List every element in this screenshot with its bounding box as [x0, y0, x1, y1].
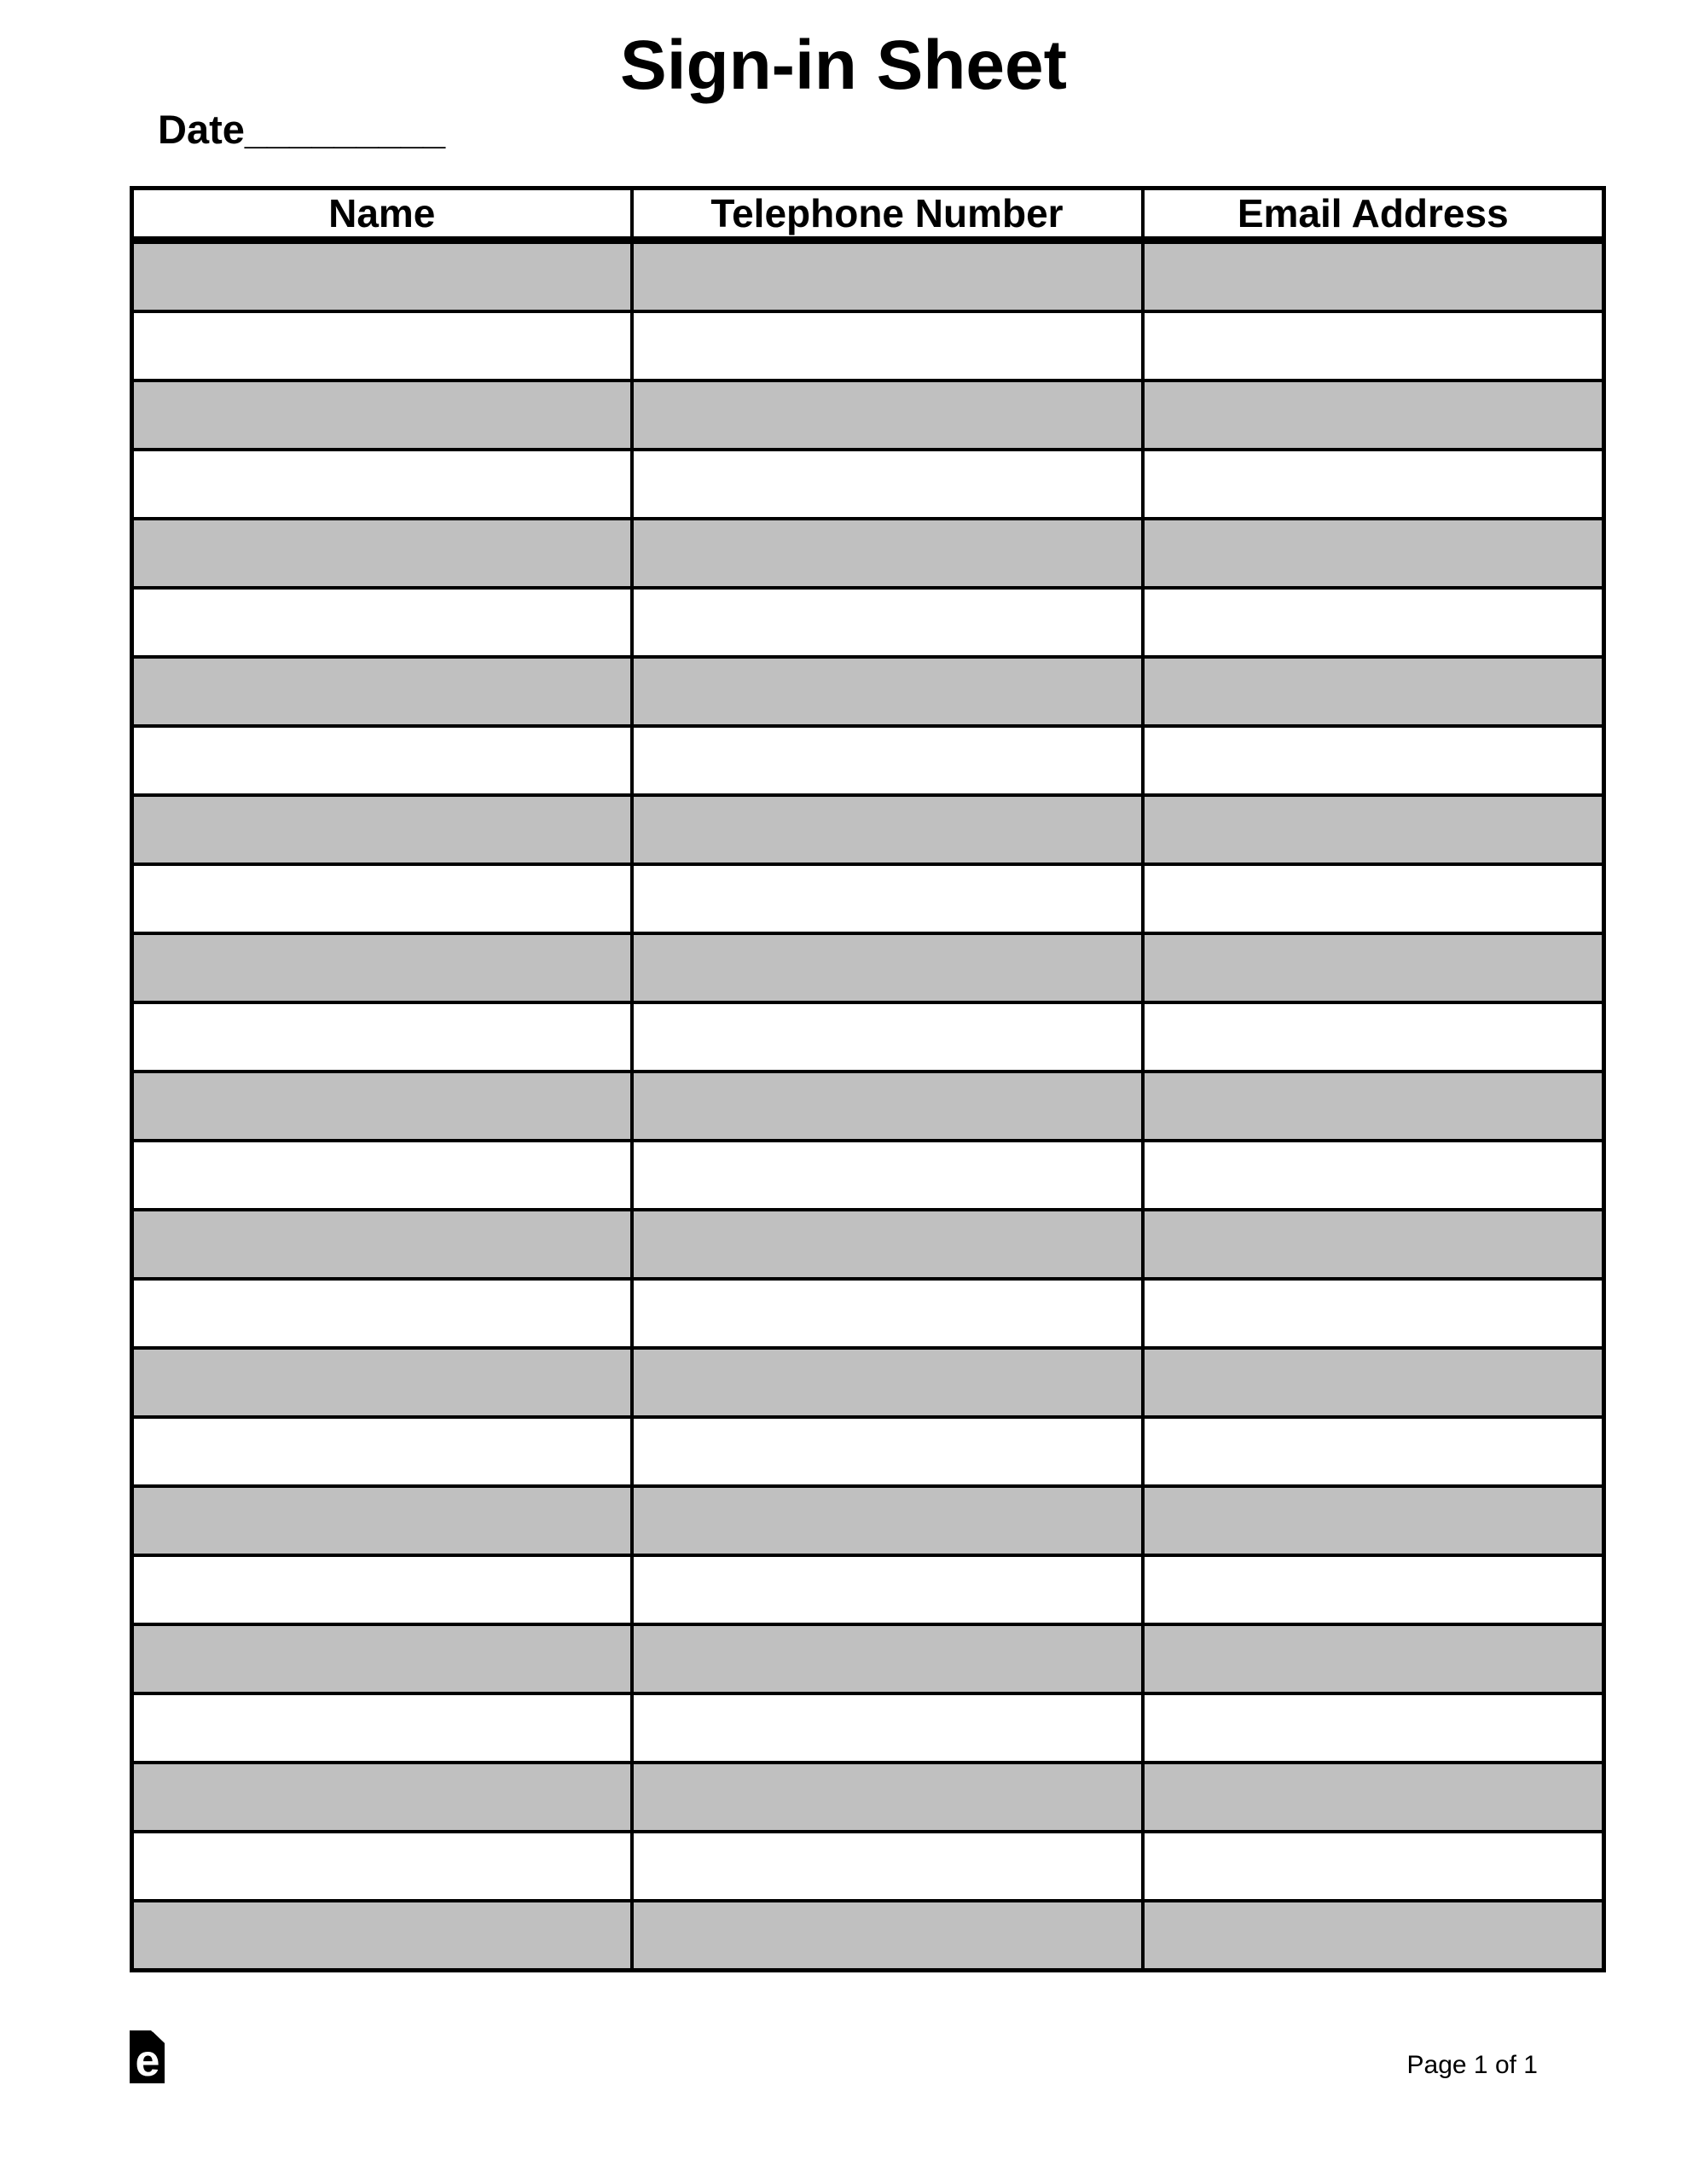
table-cell [1143, 1832, 1604, 1901]
table-cell [132, 1348, 632, 1417]
table-cell [1143, 1348, 1604, 1417]
table-row [132, 1901, 1604, 1971]
table-cell [632, 241, 1143, 312]
table-cell [632, 1210, 1143, 1279]
table-row [132, 241, 1604, 312]
table-cell [132, 657, 632, 726]
table-cell [1143, 1072, 1604, 1141]
table-cell [1143, 933, 1604, 1002]
table-cell [1143, 1763, 1604, 1832]
table-row [132, 1279, 1604, 1348]
table-cell [1143, 450, 1604, 519]
table-cell [132, 380, 632, 450]
table-cell [132, 241, 632, 312]
table-cell [632, 1693, 1143, 1763]
table-row [132, 1486, 1604, 1555]
table-row [132, 380, 1604, 450]
table-cell [632, 1763, 1143, 1832]
table-row [132, 726, 1604, 795]
table-cell [132, 1763, 632, 1832]
table-row [132, 1417, 1604, 1486]
table-cell [632, 1901, 1143, 1971]
table-cell [1143, 1002, 1604, 1072]
table-cell [632, 1486, 1143, 1555]
table-row [132, 450, 1604, 519]
table-row [132, 588, 1604, 657]
table-cell [632, 380, 1143, 450]
table-row [132, 933, 1604, 1002]
table-cell [1143, 1555, 1604, 1624]
table-cell [1143, 380, 1604, 450]
table-cell [132, 311, 632, 380]
table-cell [132, 1002, 632, 1072]
table-cell [1143, 657, 1604, 726]
table-cell [632, 311, 1143, 380]
table-cell [132, 864, 632, 933]
table-row [132, 1763, 1604, 1832]
column-header-telephone: Telephone Number [632, 189, 1143, 241]
table-cell [632, 1555, 1143, 1624]
table-cell [132, 1417, 632, 1486]
table-cell [632, 1279, 1143, 1348]
column-header-email: Email Address [1143, 189, 1604, 241]
table-cell [632, 1002, 1143, 1072]
column-header-name: Name [132, 189, 632, 241]
table-cell [132, 1210, 632, 1279]
table-cell [632, 588, 1143, 657]
table-cell [1143, 726, 1604, 795]
table-cell [1143, 241, 1604, 312]
table-cell [1143, 864, 1604, 933]
table-cell [1143, 795, 1604, 864]
logo-letter: e [135, 2036, 160, 2083]
table-cell [632, 657, 1143, 726]
table-row [132, 311, 1604, 380]
table-row [132, 1555, 1604, 1624]
table-cell [632, 726, 1143, 795]
page-number: Page 1 of 1 [1406, 2051, 1538, 2079]
date-blank-line: _________ [244, 107, 446, 152]
table-cell [632, 450, 1143, 519]
table-cell [1143, 1486, 1604, 1555]
table-cell [632, 1417, 1143, 1486]
table-cell [1143, 1901, 1604, 1971]
table-cell [632, 1832, 1143, 1901]
table-cell [632, 795, 1143, 864]
table-row [132, 864, 1604, 933]
table-row [132, 1210, 1604, 1279]
sign-in-table [130, 186, 1606, 1972]
table-cell [132, 519, 632, 588]
table-cell [132, 726, 632, 795]
table-row [132, 1141, 1604, 1210]
table-row [132, 1832, 1604, 1901]
eforms-logo-icon [130, 2030, 165, 2083]
table-cell [1143, 1279, 1604, 1348]
table-cell [132, 1072, 632, 1141]
table-cell [132, 933, 632, 1002]
table-cell [132, 795, 632, 864]
table-cell [1143, 1417, 1604, 1486]
table-cell [1143, 1210, 1604, 1279]
table-cell [132, 1555, 632, 1624]
table-row [132, 795, 1604, 864]
table-cell [132, 1901, 632, 1971]
table-cell [632, 933, 1143, 1002]
header-row [132, 189, 1604, 241]
table-cell [632, 519, 1143, 588]
table-cell [132, 1486, 632, 1555]
date-label: Date [158, 107, 245, 152]
table-cell [132, 1279, 632, 1348]
table-cell [132, 1832, 632, 1901]
table-cell [632, 1072, 1143, 1141]
table-cell [132, 1141, 632, 1210]
table-cell [1143, 1141, 1604, 1210]
table-cell [1143, 588, 1604, 657]
table-row [132, 1072, 1604, 1141]
table-cell [1143, 519, 1604, 588]
table-cell [1143, 1693, 1604, 1763]
table-cell [632, 1348, 1143, 1417]
table-cell [132, 588, 632, 657]
table-row [132, 1624, 1604, 1693]
table-row [132, 1693, 1604, 1763]
table-cell [1143, 311, 1604, 380]
table-row [132, 519, 1604, 588]
page-title: Sign-in Sheet [620, 26, 1067, 104]
date-field [158, 106, 445, 153]
table-cell [132, 1693, 632, 1763]
table-cell [632, 1624, 1143, 1693]
table-cell [132, 450, 632, 519]
table-row [132, 1348, 1604, 1417]
table-cell [632, 1141, 1143, 1210]
table-cell [132, 1624, 632, 1693]
table-cell [632, 864, 1143, 933]
table-cell [1143, 1624, 1604, 1693]
table-row [132, 1002, 1604, 1072]
table-row [132, 657, 1604, 726]
